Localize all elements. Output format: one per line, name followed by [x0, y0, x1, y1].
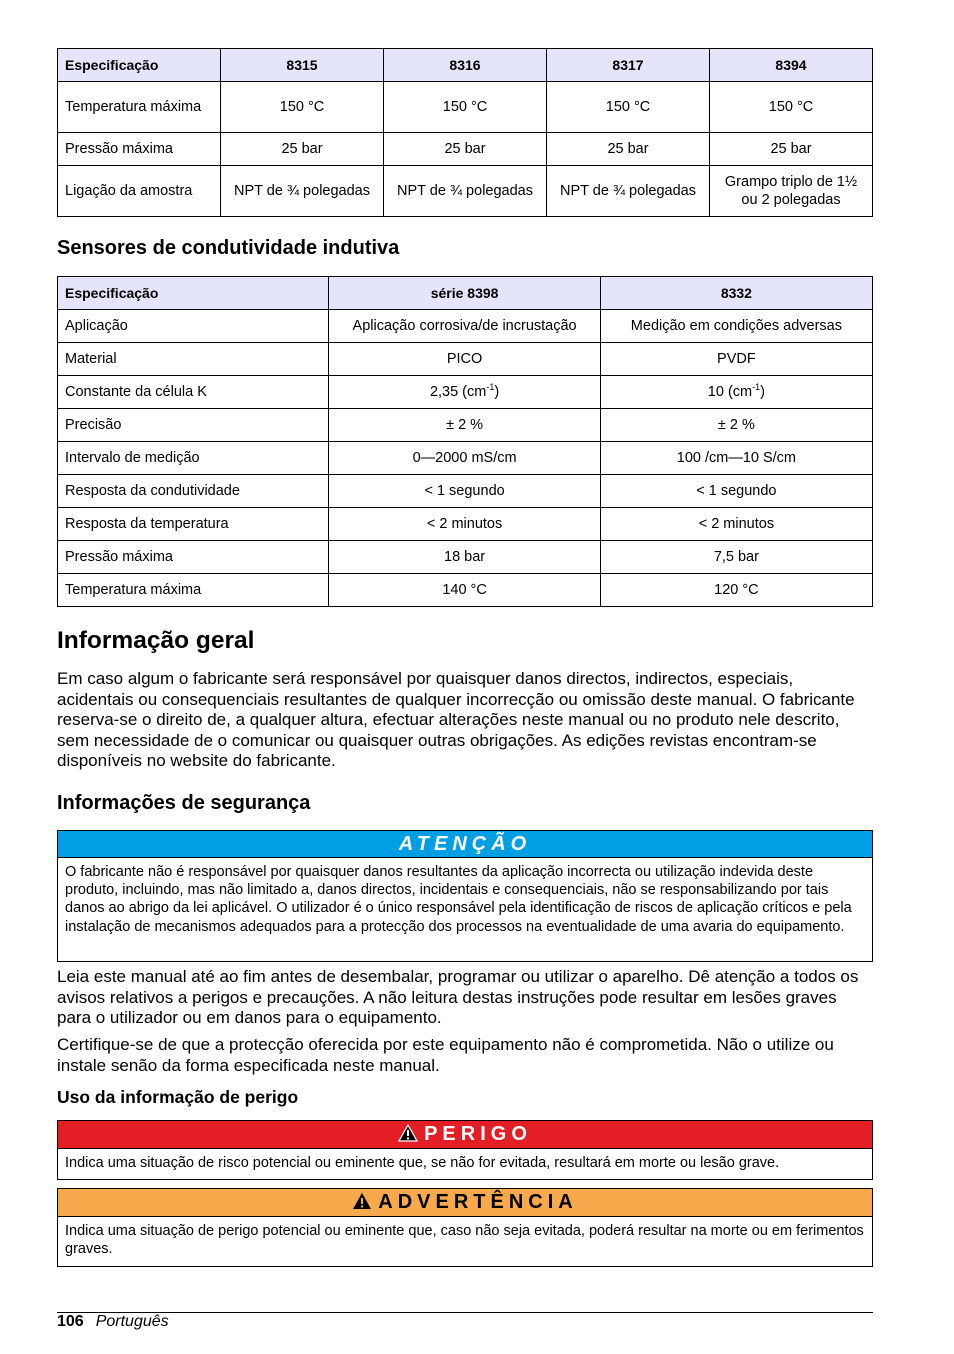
footer-language: Português — [95, 1313, 169, 1330]
attention-label: ATENÇÃO — [58, 831, 872, 858]
table-cell: < 1 segundo — [600, 475, 872, 508]
danger-label: PERIGO — [424, 1123, 532, 1145]
row-label: Resposta da temperatura — [58, 508, 329, 541]
table-cell: < 2 minutos — [329, 508, 600, 541]
cell-constant-value: 2,35 (cm — [429, 384, 487, 400]
footer-divider — [57, 1312, 873, 1313]
table-header-row — [58, 49, 873, 82]
inductive-sensor-spec-table — [57, 276, 873, 607]
row-label: Precisão — [58, 409, 329, 442]
section-heading-general-info: Informação geral — [57, 627, 255, 654]
row-label: Intervalo de medição — [58, 442, 329, 475]
table-cell: 120 °C — [600, 574, 872, 607]
exponent: -1 — [752, 382, 761, 392]
table-cell: < 2 minutos — [600, 508, 872, 541]
warning-header — [58, 1189, 872, 1217]
table-header-cell: 8315 — [221, 49, 384, 82]
danger-text: Indica uma situação de risco potencial ou eminente que, se não for evitada, resultará em morte ou lesão grave. — [65, 1155, 780, 1171]
row-label: Pressão máxima — [58, 541, 329, 574]
table-cell: 150 °C — [710, 82, 873, 133]
table-cell: NPT de ¾ polegadas — [384, 166, 547, 217]
table-row — [58, 442, 873, 475]
table-cell: NPT de ¾ polegadas — [221, 166, 384, 217]
table-row — [58, 133, 873, 166]
table-cell: 25 bar — [547, 133, 710, 166]
table-row — [58, 343, 873, 376]
danger-header — [58, 1121, 872, 1149]
section-heading-safety: Informações de segurança — [57, 792, 311, 814]
cell-constant-value: 10 (cm — [707, 384, 753, 400]
table-cell: Aplicação corrosiva/de incrustação — [329, 310, 600, 343]
table-header-cell: Especificação — [58, 277, 329, 310]
section-heading-inductive-sensors: Sensores de condutividade indutiva — [57, 237, 400, 259]
table-row — [58, 541, 873, 574]
page-footer — [57, 1312, 169, 1332]
table-row — [58, 574, 873, 607]
table-cell: 100 /cm—10 S/cm — [600, 442, 872, 475]
table-header-cell: 8316 — [384, 49, 547, 82]
table-cell: 18 bar — [329, 541, 600, 574]
row-label: Temperatura máxima — [58, 574, 329, 607]
danger-notice — [57, 1120, 873, 1180]
table-cell: 7,5 bar — [600, 541, 872, 574]
table-cell: < 1 segundo — [329, 475, 600, 508]
table-cell: PVDF — [600, 343, 872, 376]
table-cell: NPT de ¾ polegadas — [547, 166, 710, 217]
table-row — [58, 82, 873, 133]
table-cell: 150 °C — [384, 82, 547, 133]
table-cell: ± 2 % — [329, 409, 600, 442]
safety-paragraph-1: Leia este manual até ao fim antes de desembalar, programar ou utilizar o aparelho. Dê atenção a todos os avisos relativos a perigos e precauções. A não leitura destas instruções pode resultar em lesões graves para o utilizador ou em danos para o equipamento. — [57, 967, 859, 1027]
general-info-paragraph: Em caso algum o fabricante será responsável por quaisquer danos directos, indirectos, especiais, acidentais ou consequenciais resultantes de qualquer incorrecção ou omissão deste manual. O fabricante reserva-se o direito de, a qualquer altura, efectuar alterações neste manual ou no produto nele descrito, sem necessidade de o comunicar ou quaisquer outras obrigações. As edições revistas encontram-se disponíveis no website do fabricante. — [57, 669, 855, 770]
row-label: Material — [58, 343, 329, 376]
warning-label: ADVERTÊNCIA — [378, 1191, 578, 1213]
table-row — [58, 310, 873, 343]
table-cell: 25 bar — [221, 133, 384, 166]
safety-paragraph-2: Certifique-se de que a protecção oferecida por este equipamento não é comprometida. Não o utilize ou instale senão da forma especificada neste manual. — [57, 1035, 834, 1075]
section-heading-hazard-info: Uso da informação de perigo — [57, 1087, 299, 1107]
row-label: Ligação da amostra — [58, 166, 221, 217]
table-header-cell: 8332 — [600, 277, 872, 310]
table-cell: 25 bar — [710, 133, 873, 166]
table-cell: 150 °C — [221, 82, 384, 133]
attention-text: O fabricante não é responsável por quaisquer danos resultantes da aplicação incorrecta ou utilização indevida deste produto, incluindo, mas não limitado a, danos directos, incidentais e consequenciais, não se responsabilizando por tais danos ao abrigo da lei aplicável. O utilizador é o único responsável pela identificação de riscos de aplicação críticos e pela instalação de mecanismos adequados para a protecção dos processos na eventualidade de uma avaria do equipamento. — [65, 864, 852, 935]
pressure-temperature-spec-table — [57, 48, 873, 217]
row-label: Aplicação — [58, 310, 329, 343]
row-label: Temperatura máxima — [58, 82, 221, 133]
table-cell: ± 2 % — [600, 409, 872, 442]
page-number: 106 — [57, 1313, 84, 1330]
warning-triangle-icon — [352, 1192, 372, 1210]
table-row — [58, 508, 873, 541]
table-cell: Grampo triplo de 1½ ou 2 polegadas — [710, 166, 873, 217]
table-cell: 25 bar — [384, 133, 547, 166]
warning-notice — [57, 1188, 873, 1267]
table-cell — [600, 376, 872, 409]
table-cell: PICO — [329, 343, 600, 376]
table-row — [58, 166, 873, 217]
attention-notice — [57, 830, 873, 962]
closing-paren: ) — [760, 384, 765, 400]
table-row — [58, 475, 873, 508]
table-cell: 0—2000 mS/cm — [329, 442, 600, 475]
row-label: Resposta da condutividade — [58, 475, 329, 508]
table-cell: 150 °C — [547, 82, 710, 133]
table-cell — [329, 376, 600, 409]
row-label: Constante da célula K — [58, 376, 329, 409]
table-header-cell: 8317 — [547, 49, 710, 82]
warning-triangle-icon — [398, 1124, 418, 1142]
warning-text: Indica uma situação de perigo potencial ou eminente que, caso não seja evitada, poderá resultar na morte ou em ferimentos graves. — [65, 1223, 864, 1258]
table-cell: 140 °C — [329, 574, 600, 607]
table-row — [58, 409, 873, 442]
table-header-cell: 8394 — [710, 49, 873, 82]
table-header-cell: Especificação — [58, 49, 221, 82]
table-header-cell: série 8398 — [329, 277, 600, 310]
row-label: Pressão máxima — [58, 133, 221, 166]
exponent: -1 — [486, 382, 495, 392]
closing-paren: ) — [494, 384, 500, 400]
table-header-row — [58, 277, 873, 310]
table-row — [58, 376, 873, 409]
table-cell: Medição em condições adversas — [600, 310, 872, 343]
